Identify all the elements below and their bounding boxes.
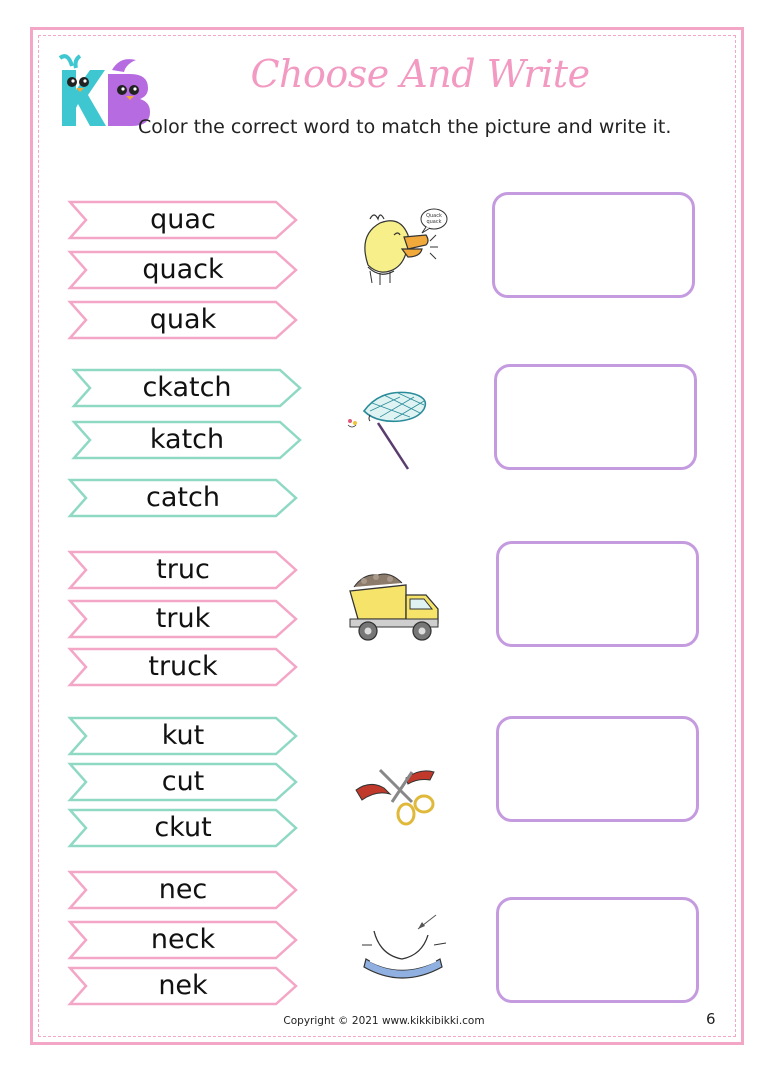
word-option-label: truk — [155, 603, 211, 634]
butterfly-net-icon — [340, 385, 440, 475]
answer-box[interactable] — [496, 716, 699, 822]
word-option-label: quak — [149, 304, 217, 335]
word-option-label: catch — [146, 482, 220, 513]
word-option-label: katch — [149, 424, 225, 455]
duck-quacking-icon — [350, 205, 450, 295]
neck-collar-icon — [352, 905, 452, 995]
page-number: 6 — [706, 1010, 716, 1028]
word-option-label: truck — [148, 651, 218, 682]
word-option-label: ckatch — [142, 372, 232, 403]
word-option-label: kut — [161, 720, 205, 751]
scissors-cutting-ribbon-icon — [350, 750, 450, 840]
word-option-label: quack — [142, 254, 224, 285]
word-option-label: nek — [158, 970, 208, 1001]
svg-text:quack: quack — [426, 219, 442, 225]
word-option-label: ckut — [154, 812, 212, 843]
svg-text:Quack: Quack — [426, 213, 442, 219]
answer-box[interactable] — [496, 897, 699, 1003]
word-option-label: quac — [150, 204, 216, 235]
answer-box[interactable] — [494, 364, 697, 470]
dump-truck-icon — [344, 565, 444, 655]
word-option-label: nec — [158, 874, 208, 905]
copyright-footer: Copyright © 2021 www.kikkibikki.com — [283, 1015, 485, 1027]
page-title: Choose And Write — [250, 52, 590, 96]
instruction-text: Color the correct word to match the picture and write it. — [138, 116, 672, 138]
word-option-label: truc — [156, 554, 210, 585]
answer-box[interactable] — [496, 541, 699, 647]
word-option-label: neck — [150, 924, 216, 955]
word-option-label: cut — [161, 766, 205, 797]
answer-box[interactable] — [492, 192, 695, 298]
